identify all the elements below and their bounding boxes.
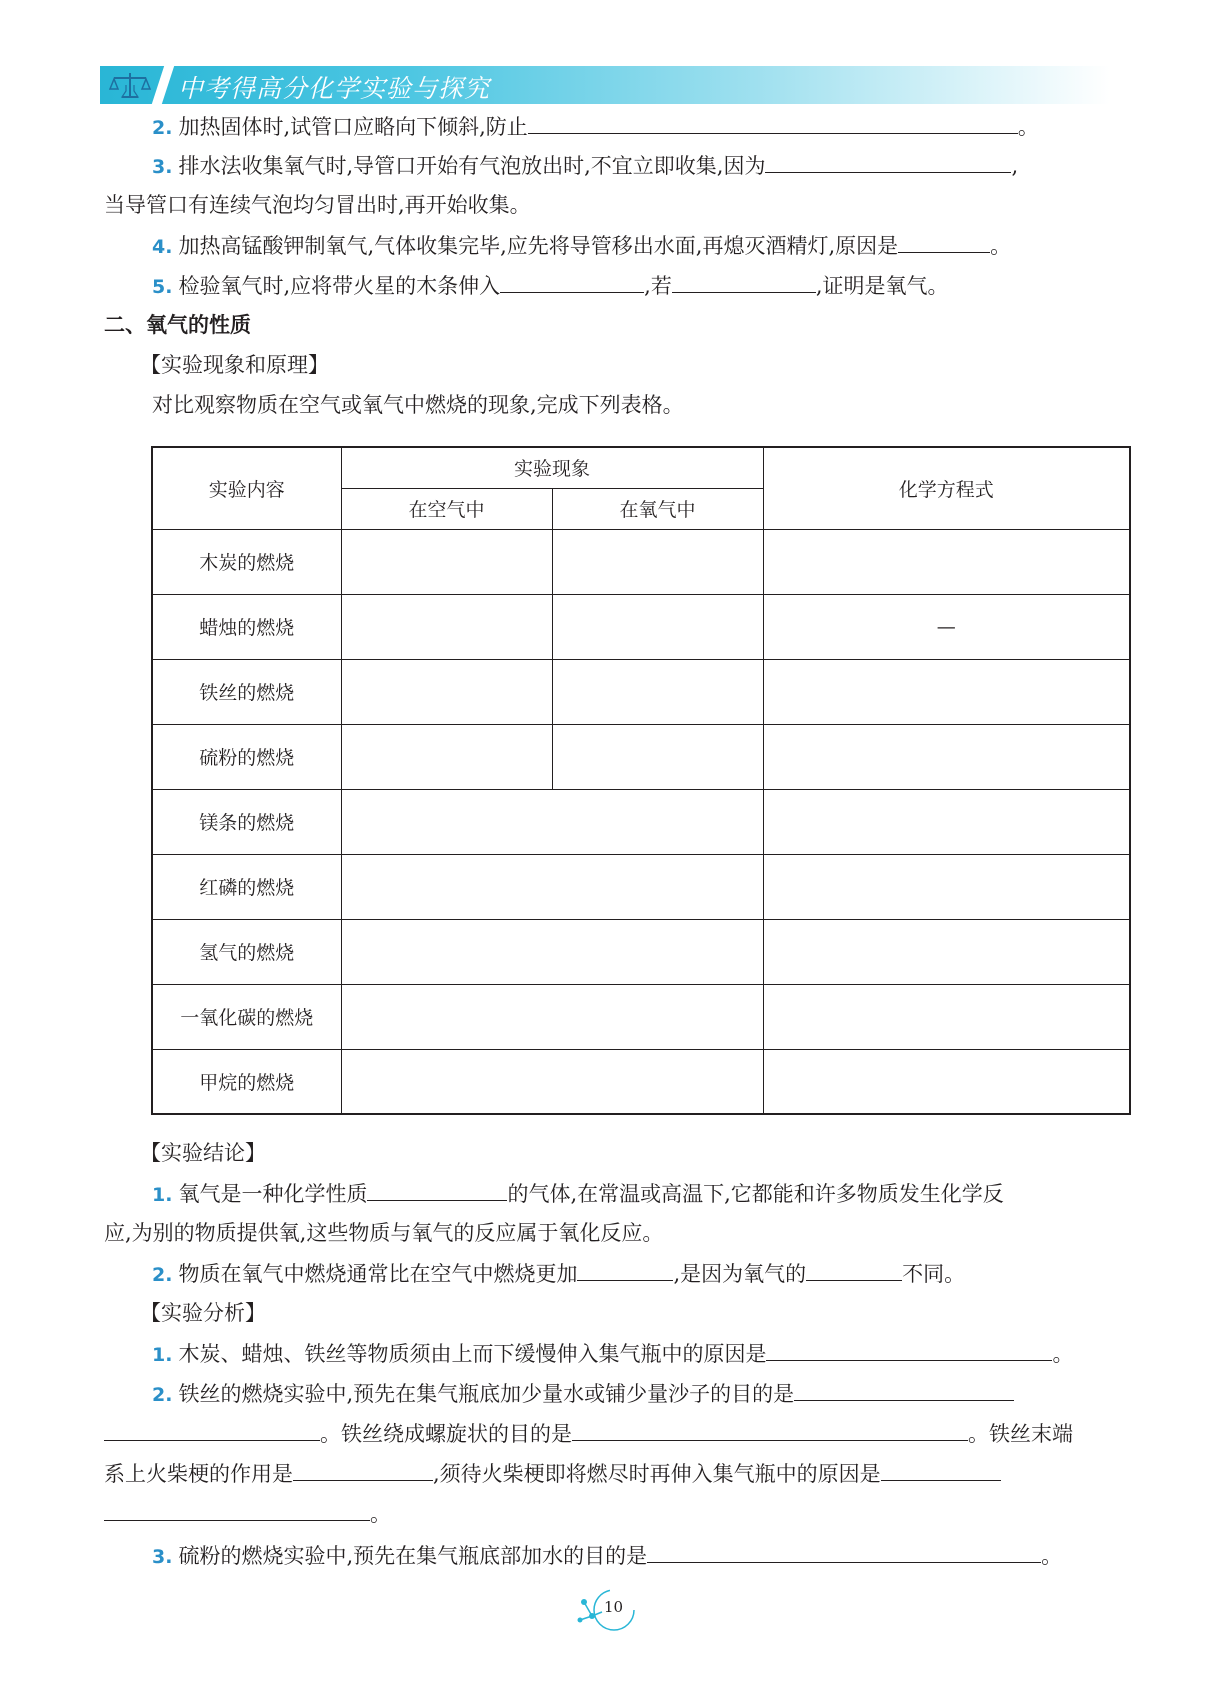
cell-air[interactable] bbox=[341, 724, 552, 789]
cell-oxygen[interactable] bbox=[552, 659, 763, 724]
header-phenomenon: 实验现象 bbox=[341, 447, 763, 488]
table-row bbox=[152, 854, 1130, 919]
section-title: 二、氧气的性质 bbox=[104, 312, 251, 337]
question-5: 5. 检验氧气时,应将带火星的木条伸入 ,若 ,证明是氧气。 bbox=[152, 270, 949, 302]
header-oxygen: 在氧气中 bbox=[552, 488, 763, 529]
cell-phenomenon[interactable] bbox=[341, 1049, 763, 1114]
cell-equation[interactable] bbox=[763, 919, 1130, 984]
sub-heading-conclusion: 【实验结论】 bbox=[140, 1141, 266, 1165]
cell-phenomenon[interactable] bbox=[341, 789, 763, 854]
cell-equation: — bbox=[763, 594, 1130, 659]
cell-equation[interactable] bbox=[763, 854, 1130, 919]
balance-scale-flask-icon bbox=[106, 69, 154, 101]
sub-heading-phenomenon: 【实验现象和原理】 bbox=[140, 353, 329, 377]
row-label: 铁丝的燃烧 bbox=[152, 659, 341, 724]
analysis-2-line-4: 。 bbox=[104, 1498, 391, 1529]
conclusion-1-continuation: 应,为别的物质提供氧,这些物质与氧气的反应属于氧化反应。 bbox=[104, 1221, 664, 1245]
experiment-table bbox=[151, 446, 1131, 1115]
table-intro: 对比观察物质在空气或氧气中燃烧的现象,完成下列表格。 bbox=[152, 393, 684, 417]
analysis-2: 2. 铁丝的燃烧实验中,预先在集气瓶底加少量水或铺少量沙子的目的是 bbox=[152, 1378, 1014, 1410]
cell-equation[interactable] bbox=[763, 659, 1130, 724]
header-air: 在空气中 bbox=[341, 488, 552, 529]
table-row bbox=[152, 724, 1130, 789]
table-row bbox=[152, 659, 1130, 724]
question-3-continuation: 当导管口有连续气泡均匀冒出时,再开始收集。 bbox=[104, 193, 531, 217]
cell-air[interactable] bbox=[341, 659, 552, 724]
question-3: 3. 排水法收集氧气时,导管口开始有气泡放出时,不宜立即收集,因为 , bbox=[152, 150, 1018, 182]
page-number: 10 bbox=[604, 1598, 624, 1616]
cell-equation[interactable] bbox=[763, 529, 1130, 594]
table-row bbox=[152, 1049, 1130, 1114]
cell-air[interactable] bbox=[341, 529, 552, 594]
row-label: 甲烷的燃烧 bbox=[152, 1049, 341, 1114]
conclusion-2: 2. 物质在氧气中燃烧通常比在空气中燃烧更加 ,是因为氧气的 不同。 bbox=[152, 1258, 965, 1290]
analysis-1: 1. 木炭、蜡烛、铁丝等物质须由上而下缓慢伸入集气瓶中的原因是 。 bbox=[152, 1338, 1073, 1370]
table-row bbox=[152, 789, 1130, 854]
cell-oxygen[interactable] bbox=[552, 594, 763, 659]
page-number-badge bbox=[568, 1586, 658, 1632]
question-2: 2. 加热固体时,试管口应略向下倾斜,防止 。 bbox=[152, 111, 1039, 143]
header-equation: 化学方程式 bbox=[763, 447, 1130, 529]
cell-oxygen[interactable] bbox=[552, 529, 763, 594]
header-title: 中考得高分化学实验与探究 bbox=[178, 74, 491, 103]
cell-equation[interactable] bbox=[763, 1049, 1130, 1114]
row-label: 红磷的燃烧 bbox=[152, 854, 341, 919]
page-header bbox=[100, 66, 1110, 104]
row-label: 镁条的燃烧 bbox=[152, 789, 341, 854]
row-label: 氢气的燃烧 bbox=[152, 919, 341, 984]
cell-equation[interactable] bbox=[763, 724, 1130, 789]
row-label: 一氧化碳的燃烧 bbox=[152, 984, 341, 1049]
cell-equation[interactable] bbox=[763, 789, 1130, 854]
row-label: 蜡烛的燃烧 bbox=[152, 594, 341, 659]
sub-heading-analysis: 【实验分析】 bbox=[140, 1301, 266, 1325]
row-label: 硫粉的燃烧 bbox=[152, 724, 341, 789]
cell-air[interactable] bbox=[341, 594, 552, 659]
cell-phenomenon[interactable] bbox=[341, 919, 763, 984]
row-label: 木炭的燃烧 bbox=[152, 529, 341, 594]
table-row bbox=[152, 529, 1130, 594]
table-row bbox=[152, 594, 1130, 659]
table-row bbox=[152, 919, 1130, 984]
analysis-2-line-3: 系上火柴梗的作用是 ,须待火柴梗即将燃尽时再伸入集气瓶中的原因是 bbox=[104, 1458, 1001, 1489]
conclusion-1: 1. 氧气是一种化学性质 的气体,在常温或高温下,它都能和许多物质发生化学反 bbox=[152, 1178, 1004, 1210]
cell-phenomenon[interactable] bbox=[341, 854, 763, 919]
analysis-3: 3. 硫粉的燃烧实验中,预先在集气瓶底部加水的目的是 。 bbox=[152, 1540, 1062, 1572]
cell-oxygen[interactable] bbox=[552, 724, 763, 789]
cell-equation[interactable] bbox=[763, 984, 1130, 1049]
cell-phenomenon[interactable] bbox=[341, 984, 763, 1049]
table-row bbox=[152, 984, 1130, 1049]
header-content: 实验内容 bbox=[152, 447, 341, 529]
analysis-2-line-2: 。铁丝绕成螺旋状的目的是 。铁丝末端 bbox=[104, 1418, 1073, 1449]
question-4: 4. 加热高锰酸钾制氧气,气体收集完毕,应先将导管移出水面,再熄灭酒精灯,原因是 。 bbox=[152, 230, 1011, 262]
